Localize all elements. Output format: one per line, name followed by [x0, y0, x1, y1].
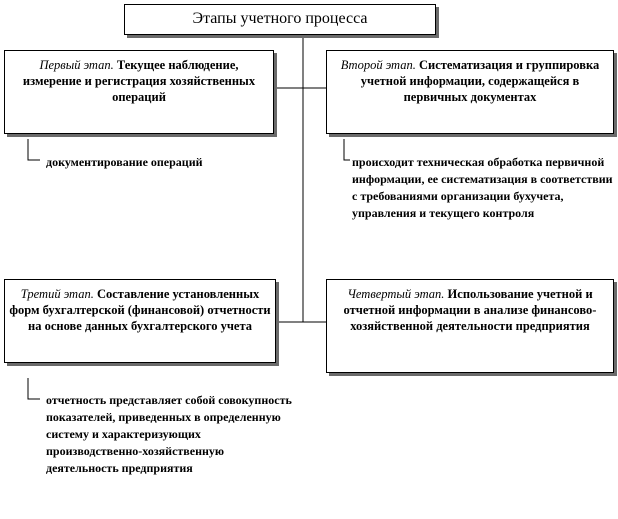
bracket-note1	[28, 139, 40, 160]
stage-1-note: документирование операций	[46, 155, 203, 169]
stage-2-text: Систематизация и группировка учетной информации, содержащейся в первичных документах	[360, 58, 600, 104]
stage-3-name: Третий этап.	[20, 287, 94, 301]
stage-3-note: отчетность представляет собой совокупность показателей, приведенных в определенную систему и характеризующих производственно-хозяйственную деятельность предприятия	[46, 393, 292, 475]
bracket-note3	[28, 378, 40, 399]
stage-4-text: Использование учетной и отчетной информации в анализе финансово-хозяйственной деятельности предприятия	[343, 287, 597, 333]
diagram-title-text: Этапы учетного процесса	[192, 10, 368, 27]
stage-1-text: Текущее наблюдение, измерение и регистрация хозяйственных операций	[22, 58, 256, 104]
stage-2-note: происходит техническая обработка первичной информации, ее систематизация в соответствии с требованиями организации бухучета, управления и текущего контроля	[352, 155, 613, 220]
stage-box-2	[326, 50, 614, 134]
bracket-note2	[344, 139, 350, 160]
stage-box-4	[326, 279, 614, 373]
stage-1-name: Первый этап.	[39, 58, 114, 72]
diagram-title	[124, 4, 436, 35]
stage-4-name: Четвертый этап.	[347, 287, 445, 301]
stage-box-1	[4, 50, 274, 134]
stage-3-text: Составление установленных форм бухгалтерской (финансовой) отчетности на основе данных бухгалтерского учета	[9, 287, 271, 333]
stage-2-name: Второй этап.	[340, 58, 416, 72]
stage-box-3	[4, 279, 276, 363]
